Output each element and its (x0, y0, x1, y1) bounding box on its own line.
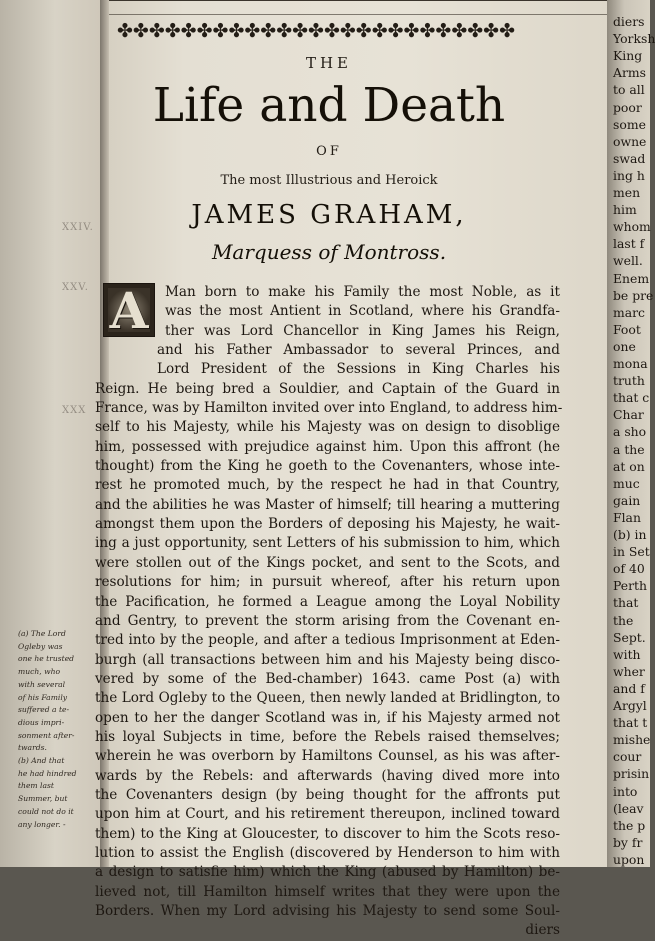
body-line: thought) from the King he goeth to the Covenanters, whose inte- (95, 458, 560, 475)
right-page-line: swad (613, 150, 646, 166)
body-line: tred into by the people, and after a tedious Imprisonment at Eden- (95, 632, 560, 649)
title-the: THE (305, 54, 353, 72)
right-page-line: last f (613, 236, 645, 252)
main-page (95, 0, 607, 939)
body-line: and Gentry, to prevent the storm arising from the Covenant en- (95, 612, 560, 629)
body-line: resolutions for him; in pursuit whereof, after his return upon (95, 574, 560, 591)
body-line: wherein he was overborn by Hamiltons Counsel, as his was after- (95, 748, 560, 765)
right-page-line: Sept. (613, 629, 646, 645)
right-page-line: Foot (613, 321, 641, 337)
body-line: them) to the King at Gloucester, to discover to him the Scots reso- (95, 825, 560, 842)
ornament-row: ✤✤✤✤✤✤✤✤✤✤✤✤✤✤✤✤✤✤✤✤✤✤✤✤✤ (117, 20, 515, 42)
right-page-line: marc (613, 304, 645, 320)
subject-rank: Marquess of Montross. (211, 240, 447, 264)
right-page-line: upon (613, 851, 645, 867)
right-page-line: that c (613, 390, 650, 406)
right-page-line: cour (613, 749, 642, 765)
body-line: vered by some of the Bed-chamber) 1643. came Post (a) with (95, 670, 560, 687)
right-page-line: mishe (613, 732, 651, 748)
left-margin-numeral: XXIV. (62, 222, 94, 233)
margin-note-line: Summer, but (18, 794, 68, 804)
body-line: lieved not, till Hamilton himself writes that they were upon the (95, 883, 560, 900)
body-line: diers (525, 922, 560, 939)
body-line: the Covenanters design (by being thought for the affronts put (95, 786, 560, 803)
left-margin-numeral: XXX (62, 405, 87, 416)
right-page-line: him (613, 202, 637, 218)
margin-note-line: sonment after- (18, 730, 75, 740)
margin-note-line: (a) The Lord (18, 629, 66, 638)
body-line: lution to assist the English (discovered by Henderson to him with (95, 844, 560, 861)
dropcap-letter: A (109, 281, 149, 340)
body-line: France, was by Hamilton invited over into England, to address him- (95, 400, 563, 417)
right-page-line: muc (613, 475, 640, 491)
body-line: Borders. When my Lord advising his Majesty to send some Soul- (95, 903, 560, 919)
right-page-line: one (613, 338, 636, 354)
left-margin-numeral: XXV. (62, 282, 89, 293)
right-page-line: into (613, 783, 638, 799)
right-page-line: Char (613, 407, 644, 423)
body-line: burgh (all transactions between him and his Majesty being disco- (95, 651, 560, 668)
body-line: was the most Antient in Scotland, where his Grandfa- (165, 303, 560, 320)
margin-note-line: could not do it (18, 806, 74, 816)
body-line: rest he promoted much, by the respect he had in that Country, (95, 477, 560, 494)
right-page-line: King (613, 48, 643, 64)
body-line: ther was Lord Chancellor in King James his Reign, (165, 322, 560, 339)
body-line: the Lord Ogleby to the Queen, then newly landed at Bridlington, to (95, 690, 560, 707)
body-line: and the abilities he was Master of himself; till hearing a muttering (95, 496, 560, 513)
body-line: amongst them upon the Borders of deposing his Majesty, he wait- (95, 516, 560, 533)
right-page-line: of 40 (613, 561, 645, 577)
right-page-line: Enem (613, 270, 650, 286)
body-line: were stollen out of the Kings pocket, and sent to the Scots, and (95, 554, 560, 571)
right-page-line: (leav (613, 800, 644, 816)
margin-note-line: twards. (18, 743, 47, 753)
right-page-line: the p (613, 817, 646, 833)
body-line: him, possessed with prejudice against him. Upon this affront (he (95, 438, 560, 455)
body-line: self to his Majesty, while his Majesty was on design to disoblige (95, 419, 560, 436)
margin-note-line: (b) And that (18, 756, 65, 766)
right-page-line: and f (613, 680, 645, 696)
body-line: open to her the danger Scotland was in, if his Majesty armed not (95, 709, 560, 726)
right-page-line: truth (613, 373, 645, 389)
right-page-line: by fr (613, 834, 643, 850)
subject-name: JAMES GRAHAM, (191, 200, 467, 230)
body-line: a design to satisfie him) which the King (abused by Hamilton) be- (95, 864, 560, 881)
body-line: ing a just opportunity, sent Letters of his submission to him, which (95, 535, 560, 552)
right-page-line: mona (613, 356, 648, 371)
body-line: wards by the Rebels: and afterwards (having dived more into (95, 767, 560, 784)
right-page-line: at on (613, 458, 645, 474)
margin-note-line: them last (18, 781, 54, 791)
right-page-line: with (613, 646, 641, 662)
right-page-line: owne (613, 133, 647, 149)
title-of: OF (316, 144, 342, 159)
margin-note-line: any longer. - (18, 819, 66, 829)
right-page-line: wher (613, 663, 645, 679)
page-top-edge (109, 0, 607, 1)
right-page-line: that t (613, 715, 648, 731)
margin-note-line: Ogleby was (18, 641, 63, 651)
margin-note-line: he had hindred (18, 768, 77, 778)
body-line: Lord President of the Sessions in King Charles his (157, 361, 560, 378)
right-page-line: gain (613, 492, 641, 508)
margin-note-line: much, who (18, 667, 61, 677)
right-page-line: some (613, 116, 646, 132)
right-page-line: Perth (613, 578, 647, 594)
right-page-line: in Set (613, 544, 650, 560)
right-page-line: a sho (613, 424, 647, 440)
margin-note-line: dious impri- (18, 717, 65, 727)
right-page-line: Arms (613, 65, 646, 81)
margin-note-line: of his Family (18, 692, 68, 702)
header-rule (109, 14, 607, 15)
margin-note-line: one he trusted (18, 654, 75, 664)
right-facing-page (607, 0, 655, 867)
right-page-line: well. (613, 253, 643, 269)
right-page-line: that (613, 595, 639, 611)
right-page-line: be pre (613, 287, 654, 303)
body-line: upon him at Court, and his retirement thereupon, inclined toward (95, 806, 560, 823)
main-title: Life and Death (152, 78, 506, 133)
body-line: and his Father Ambassador to several Princes, and (157, 342, 560, 359)
margin-note-line: suffered a te- (18, 705, 70, 715)
subtitle: The most Illustrious and Heroick (220, 173, 438, 188)
right-page-line: Flan (613, 509, 641, 525)
right-page-line: ing h (613, 167, 645, 183)
body-line: the Pacification, he formed a League among the Loyal Nobility (95, 593, 560, 610)
right-page-line: the (613, 612, 634, 628)
right-page-line: to all (613, 82, 645, 98)
right-page-line: Argyl (613, 698, 647, 713)
margin-note-line: with several (18, 679, 66, 689)
right-page-line: men (613, 185, 641, 200)
right-page-line: a the (613, 441, 645, 457)
right-page-line: whom (613, 219, 651, 235)
right-page-line: Yorksh (613, 31, 655, 47)
body-line: Reign. He being bred a Souldier, and Captain of the Guard in (95, 380, 560, 397)
body-line: Man born to make his Family the most Noble, as it (165, 284, 560, 300)
body-text (95, 283, 563, 941)
right-page-line: diers (613, 14, 645, 29)
right-page-line: (b) in (613, 527, 647, 542)
body-line: his loyal Subjects in time, before the Rebels raised themselves; (95, 728, 560, 745)
right-page-line: prisin (613, 766, 650, 782)
right-page-line: poor (613, 99, 642, 115)
margin-note (18, 628, 90, 831)
